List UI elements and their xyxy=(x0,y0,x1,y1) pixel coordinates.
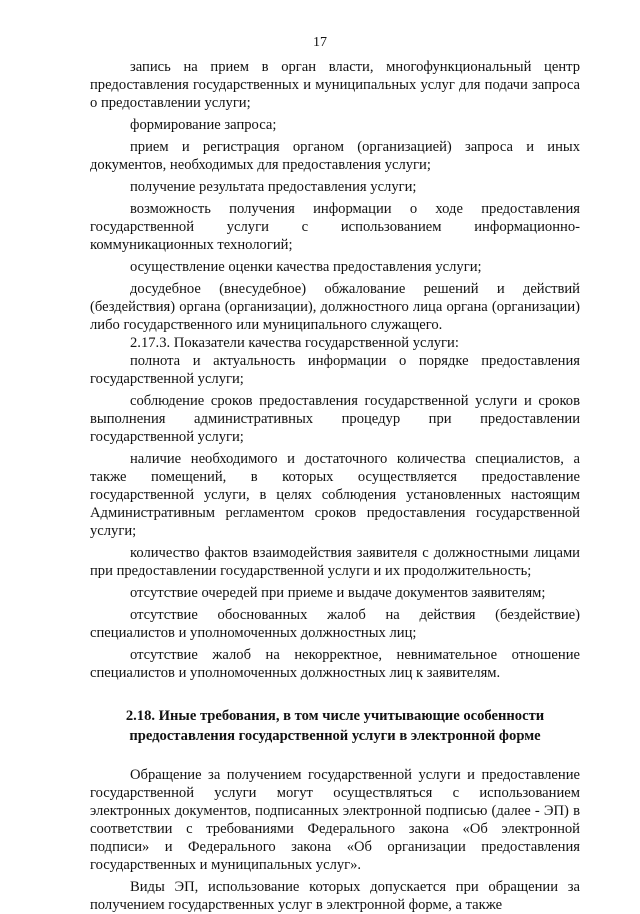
section-heading-line: 2.18. Иные требования, в том числе учитывающие особенности xyxy=(125,708,545,724)
paragraph: получение результата предоставления услуги; xyxy=(130,179,417,195)
paragraph: формирование запроса; xyxy=(130,117,277,133)
section-subheading: 2.17.3. Показатели качества государственной услуги: xyxy=(130,335,459,351)
page-number: 17 xyxy=(313,35,327,50)
paragraph: Обращение за получением государственной услуги и предоставление государственной услуги могут осуществляться с использованием электронных документов, подписанных электронной подписью (далее - ЭП) в соответствии с требованиями Федерального закона «Об электронной подписи» и Федерального закона «Об организации предоставления государственных и муниципальных услуг». xyxy=(90,767,580,873)
paragraph: отсутствие очередей при приеме и выдаче документов заявителям; xyxy=(130,585,546,601)
paragraph: досудебное (внесудебное) обжалование решений и действий (бездействия) органа (организации), должностного лица органа (организации) либо государственного или муниципального служащего. xyxy=(90,281,580,333)
paragraph: отсутствие обоснованных жалоб на действия (бездействие) специалистов и уполномоченных должностных лиц; xyxy=(90,607,580,641)
paragraph: осуществление оценки качества предоставления услуги; xyxy=(130,259,482,275)
paragraph: возможность получения информации о ходе предоставления государственной услуги с использованием информационно-коммуникационных технологий; xyxy=(90,201,580,253)
paragraph: количество фактов взаимодействия заявителя с должностными лицами при предоставлении государственной услуги и их продолжительность; xyxy=(90,545,580,579)
paragraph: наличие необходимого и достаточного количества специалистов, а также помещений, в которых осуществляется предоставление государственной услуги, в целях соблюдения установленных настоящим Административным регламентом сроков предоставления государственной услуги; xyxy=(90,451,580,539)
paragraph: полнота и актуальность информации о порядке предоставления государственной услуги; xyxy=(90,353,580,387)
section-heading-line: предоставления государственной услуги в электронной форме xyxy=(129,728,541,744)
section-heading xyxy=(90,706,580,746)
paragraph: Виды ЭП, использование которых допускается при обращении за получением государственных услуг в электронной форме, а также xyxy=(90,879,580,913)
paragraph: отсутствие жалоб на некорректное, невнимательное отношение специалистов и уполномоченных должностных лиц к заявителям. xyxy=(90,647,580,681)
paragraph: запись на прием в орган власти, многофункциональный центр предоставления государственных и муниципальных услуг для подачи запроса о предоставлении услуги; xyxy=(90,59,580,111)
paragraph: соблюдение сроков предоставления государственной услуги и сроков выполнения административных процедур при предоставлении государственной услуги; xyxy=(90,393,580,445)
paragraph: прием и регистрация органом (организацией) запроса и иных документов, необходимых для предоставления услуги; xyxy=(90,139,580,173)
document-body xyxy=(90,58,580,914)
